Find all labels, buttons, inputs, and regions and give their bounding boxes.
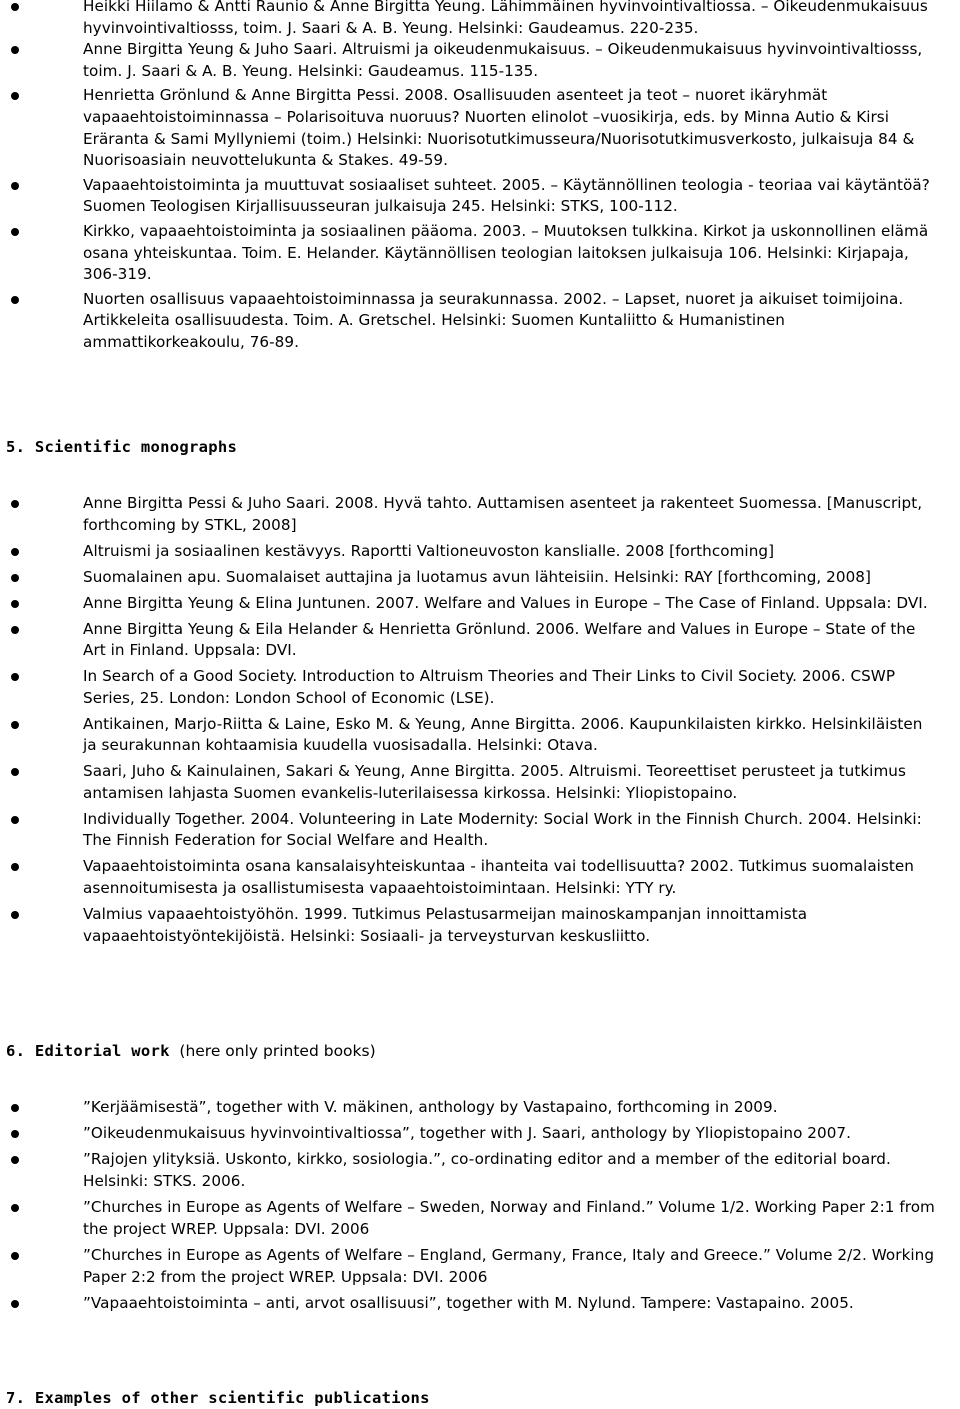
bullet-icon [11, 600, 19, 608]
bullet-icon [11, 46, 19, 54]
list-item-text: Heikki Hiilamo & Antti Raunio & Anne Birgitta Yeung. Lähimmäinen hyvinvointivaltiossa. – Oikeudenmukaisuus hyvinvointivaltiosss, toim. J. Saari & A. B. Yeung. Helsinki: Gaudeamus. 220-235. [83, 0, 928, 37]
list-item [0, 714, 960, 757]
bullet-icon [11, 816, 19, 824]
bullet-icon [11, 182, 19, 190]
bullet-icon [11, 911, 19, 919]
list-item-text: ”Churches in Europe as Agents of Welfare – England, Germany, France, Italy and Greece.” Volume 2/2. Working Paper 2:2 from the project WREP. Uppsala: DVI. 2006 [83, 1245, 935, 1286]
list-item-text: Valmius vapaaehtoistyöhön. 1999. Tutkimus Pelastusarmeijan mainoskampanjan innoittamista vapaaehtoistyöntekijöistä. Helsinki: Sosiaali- ja terveysturvan keskusliitto. [83, 905, 808, 945]
list-item-text: Antikainen, Marjo-Riitta & Laine, Esko M. & Yeung, Anne Birgitta. 2006. Kaupunkilaisten kirkko. Helsinkiläisten ja seurakunnan kohtaamisia kuudella vuosisadalla. Helsinki: Otava. [83, 714, 923, 755]
list-item-text: Anne Birgitta Pessi & Juho Saari. 2008. Hyvä tahto. Auttamisen asenteet ja rakenteet Suomessa. [Manuscript, forthcoming by STKL, 2008] [83, 494, 923, 534]
list-item-text: Henrietta Grönlund & Anne Birgitta Pessi. 2008. Osallisuuden asenteet ja teot – nuoret ikäryhmät vapaaehtoistoiminnassa – Polarisoituva nuoruus? Nuorten elinolot –vuosikirja, eds. by Minna Autio & Kirsi Eräranta & Sami Myllyniemi (toim.) Helsinki: Nuorisotutkimusseura/Nuorisotutkimusverkosto, julkaisuja 84 & Nuorisoasiain neuvottelukunta & Stakes. 49-59. [83, 86, 915, 170]
section-heading-editorial [6, 1040, 376, 1062]
list-item-text: Suomalainen apu. Suomalaiset auttajina ja luotamus avun lähteisiin. Helsinki: RAY [forthcoming, 2008] [83, 567, 871, 586]
list-item [0, 567, 960, 589]
list-item-text: Individually Together. 2004. Volunteering in Late Modernity: Social Work in the Finnish Church. 2004. Helsinki: The Finnish Federation for Social Welfare and Health. [83, 809, 922, 850]
list-item [0, 809, 960, 852]
list-item [0, 221, 960, 286]
bullet-icon [11, 296, 19, 304]
list-item-text: ”Churches in Europe as Agents of Welfare – Sweden, Norway and Finland.” Volume 1/2. Working Paper 2:1 from the project WREP. Uppsala: DVI. 2006 [83, 1198, 935, 1238]
list-item-text: Saari, Juho & Kainulainen, Sakari & Yeung, Anne Birgitta. 2005. Altruismi. Teoreettiset perusteet ja tutkimus antamisen lahjasta Suomen evankelis-luterilaisessa kirkossa. Helsinki: Yliopistopaino. [83, 762, 906, 802]
list-item [0, 85, 960, 171]
section-heading-monographs [6, 436, 237, 458]
bullet-icon [11, 768, 19, 776]
list-item-text: ”Vapaaehtoistoiminta – anti, arvot osallisuusi”, together with M. Nylund. Tampere: Vastapaino. 2005. [83, 1293, 854, 1312]
list-item [0, 593, 960, 615]
list-item-text: Vapaaehtoistoiminta ja muuttuvat sosiaaliset suhteet. 2005. – Käytännöllinen teologia - teoriaa vai käytäntöä? Suomen Teologisen Kirjallisuusseuran julkaisuja 245. Helsinki: STKS, 100-112. [83, 175, 930, 216]
bullet-icon [11, 1104, 19, 1112]
bullet-icon [11, 1130, 19, 1138]
bullet-icon [11, 92, 19, 100]
list-item [0, 904, 960, 947]
bullet-icon [11, 548, 19, 556]
section-subtitle: (here only printed books) [179, 1042, 376, 1060]
list-item [0, 1293, 960, 1315]
list-item-text: Anne Birgitta Yeung & Juho Saari. Altruismi ja oikeudenmukaisuus. – Oikeudenmukaisuus hyvinvointivaltiosss, toim. J. Saari & A. B. Yeung. Helsinki: Gaudeamus. 115-135. [83, 40, 923, 80]
list-item-text: Kirkko, vapaaehtoistoiminta ja sosiaalinen pääoma. 2003. – Muutoksen tulkkina. Kirkot ja uskonnollinen elämä osana yhteiskuntaa. Toim. E. Helander. Käytännöllisen teologian laitoksen julkaisuja 106. Helsinki: Kirjapaja, 306-319. [83, 221, 929, 284]
list-item-text: Anne Birgitta Yeung & Eila Helander & Henrietta Grönlund. 2006. Welfare and Values in Europe – State of the Art in Finland. Uppsala: DVI. [83, 619, 916, 660]
list-item-text: Nuorten osallisuus vapaaehtoistoiminnassa ja seurakunnassa. 2002. – Lapset, nuoret ja aikuiset toimijoina. Artikkeleita osallisuudesta. Toim. A. Gretschel. Helsinki: Suomen Kuntaliitto & Humanistinen ammattikorkeakoulu, 76-89. [83, 289, 904, 351]
bullet-icon [11, 1252, 19, 1260]
bullet-icon [11, 1300, 19, 1308]
list-item-text: ”Rajojen ylityksiä. Uskonto, kirkko, sosiologia.”, co-ordinating editor and a member of the editorial board. Helsinki: STKS. 2006. [83, 1150, 891, 1190]
list-item [0, 39, 960, 82]
list-item [0, 761, 960, 804]
bullet-icon [11, 574, 19, 582]
list-item-text: ”Kerjäämisestä”, together with V. mäkinen, anthology by Vastapaino, forthcoming in 2009. [83, 1098, 778, 1116]
list-item [0, 175, 960, 218]
section-title: 7. Examples of other scientific publications [6, 1389, 430, 1407]
list-item [0, 1149, 960, 1192]
list-item [0, 289, 960, 354]
list-item [0, 619, 960, 662]
list-item [0, 1123, 960, 1145]
bullet-icon [11, 228, 19, 236]
bullet-icon [11, 500, 19, 508]
bullet-icon [11, 3, 19, 11]
section-title: 6. Editorial work [6, 1042, 170, 1060]
list-item-text: ”Oikeudenmukaisuus hyvinvointivaltiossa”, together with J. Saari, anthology by Yliopistopaino 2007. [83, 1124, 852, 1143]
list-item [0, 1097, 960, 1119]
bullet-icon [11, 1156, 19, 1164]
monographs-list [0, 493, 960, 952]
editorial-list [0, 1097, 960, 1319]
list-item [0, 541, 960, 563]
list-item-text: Anne Birgitta Yeung & Elina Juntunen. 2007. Welfare and Values in Europe – The Case of Finland. Uppsala: DVI. [83, 593, 928, 612]
bullet-icon [11, 1204, 19, 1212]
list-item [0, 666, 960, 709]
section-title: 5. Scientific monographs [6, 438, 238, 456]
list-item [0, 493, 960, 536]
section-heading-other-publications [6, 1387, 430, 1409]
bullet-icon [11, 626, 19, 634]
list-item-text: Vapaaehtoistoiminta osana kansalaisyhteiskuntaa - ihanteita vai todellisuutta? 2002. Tutkimus suomalaisten asennoitumisesta ja osallistumisesta vapaaehtoistoimintaan. Helsinki: YTY ry. [83, 857, 914, 898]
list-item [0, 0, 960, 39]
bullet-icon [11, 673, 19, 681]
bullet-icon [11, 721, 19, 729]
list-item [0, 1245, 960, 1288]
list-item-text: In Search of a Good Society. Introduction to Altruism Theories and Their Links to Civil Society. 2006. CSWP Series, 25. London: London School of Economic (LSE). [83, 667, 896, 707]
list-item [0, 1197, 960, 1240]
articles-list [0, 0, 960, 357]
bullet-icon [11, 863, 19, 871]
list-item-text: Altruismi ja sosiaalinen kestävyys. Raportti Valtioneuvoston kanslialle. 2008 [forthcoming] [83, 541, 775, 560]
list-item [0, 856, 960, 899]
